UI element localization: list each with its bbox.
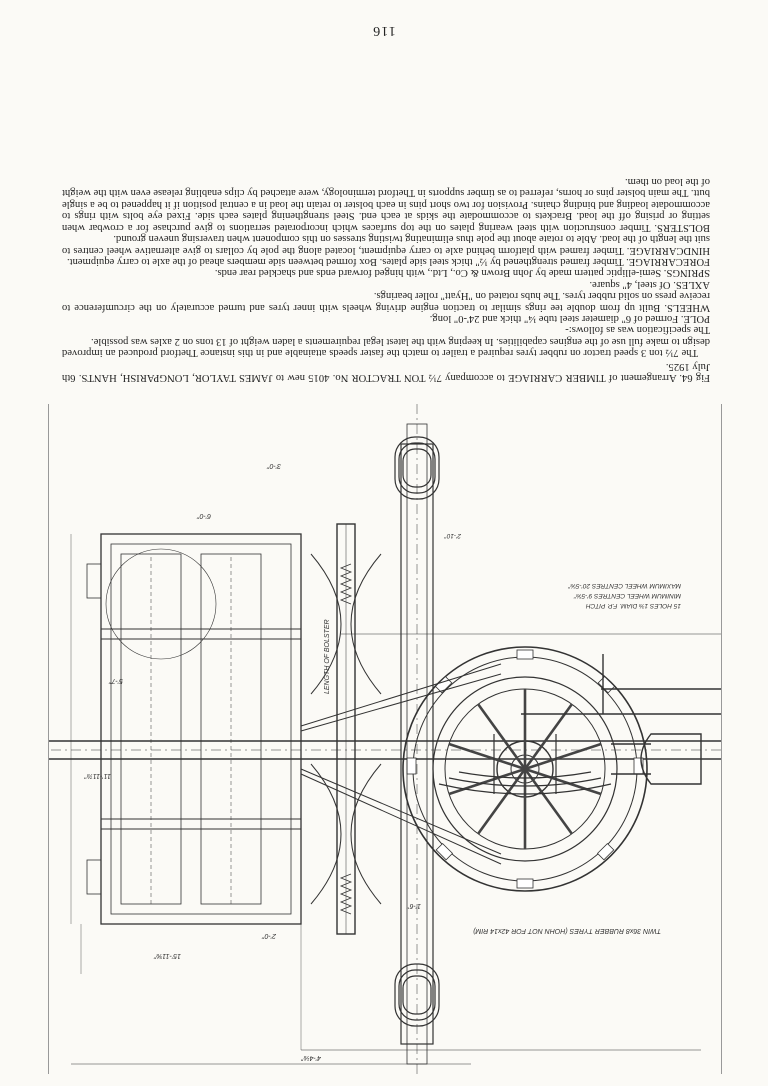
spec-term: HINDCARRIAGE. bbox=[626, 244, 710, 256]
spec-item bbox=[62, 233, 710, 256]
dim-label-6: 6'-0" bbox=[197, 512, 211, 519]
figure-caption: Fig 64. Arrangement of TIMBER CARRIAGE to accompany 7½ TON TRACTOR No. 4015 new to JAMES TAYLOR, LONGPARISH, HANTS. 6th July 1925. bbox=[62, 360, 710, 383]
spec-text: Formed of 6" diameter steel tube ¼" thick and 24'-0" long. bbox=[429, 312, 679, 324]
spec-item bbox=[62, 278, 710, 289]
spec-term: BOLSTERS. bbox=[654, 221, 710, 233]
spec-term: WHEELS. bbox=[664, 301, 710, 313]
dim-label-3: 3'-0" bbox=[267, 462, 281, 469]
tyre-note: TWIN 36x8 RUBBER TYRES (HOHN NOT FOR 42x14 RIM) bbox=[473, 927, 661, 934]
dim-label-15: 15'-11⅝" bbox=[153, 952, 181, 959]
dim-label-11: 11'-11⅞" bbox=[84, 772, 111, 779]
holes-note: 15 HOLES 1⅜ DIAM. F.P. PITCH bbox=[585, 602, 681, 609]
spec-term: AXLES. bbox=[673, 278, 710, 290]
engineering-drawing bbox=[48, 404, 722, 1074]
spec-intro: The specification was as follows:- bbox=[565, 324, 710, 336]
intro-paragraph: The 7½ ton 3 speed tractor on rubber tyres required a trailer to match the faster speeds attainable and in this instance Thetford produced an improved design to make full use of the engines capabilities. In keeping with the latest legal requirements a laden weight of 13 tons on 2 axles was possible. bbox=[62, 335, 710, 359]
spec-item bbox=[62, 256, 710, 267]
spec-term: SPRINGS. bbox=[663, 267, 710, 279]
hindcarriage bbox=[71, 404, 701, 1074]
page-number: 116 bbox=[372, 23, 396, 38]
spec-text: Semi-elliptic pattern made by John Brown & Co., Ltd., with hinged forward ends and shackled rear ends. bbox=[214, 267, 662, 279]
dim-label-4: 4'-4⅛" bbox=[301, 1054, 321, 1061]
spec-text: Timber construction with steel wearing plates on the top surfaces which incorporated serrations to give purchase for a crowbar when setting or prising off the load. Brackets to accommodate the skids at each end. Steel strengthening plates each side. Fixed eye bolts with rings to accommodate loading and binding chains. Provision for two short pins in each bolster to retain the load in a central position if it happened to be a single butt. The main bolster pins or horns, referred to as timber supports in Thetford terminology, were attached by clips enabling release even with the weight of the load on them. bbox=[62, 176, 710, 233]
spec-text: Timber framed with platform behind axle to carry equipment, located along the pole by collars to give alternative wheel centres to suit the length of the load. Able to rotate about the pole thus eliminating twisting stresses on this component when traversing uneven ground. bbox=[62, 233, 710, 256]
min-centres-note: MINIMUM WHEEL CENTRES 9'-5⅝" bbox=[573, 592, 681, 599]
spec-term: POLE. bbox=[680, 312, 710, 324]
dim-label-2a: 2'-10" bbox=[444, 532, 461, 539]
spec-text: Built up from double tee rings similar to traction engine driving wheels with inner tyres and turned accurately on the circumference to receive press on solid rubber tyres. The hubs rotated on "Hyatt" roller bearings. bbox=[62, 290, 710, 313]
max-centres-note: MAXIMUM WHEEL CENTRES 20'-5⅝" bbox=[568, 582, 681, 589]
spec-text: Timber framed strengthened by ½" thick steel side plates. Box formed between side members ahead of the axle to carry equipment. bbox=[66, 255, 624, 267]
spec-text: Of steel, 4" square. bbox=[589, 278, 671, 290]
spec-item bbox=[62, 176, 710, 233]
forecarriage-wheel bbox=[403, 647, 647, 891]
description-text bbox=[62, 176, 710, 383]
dim-label-2: 2'-0" bbox=[262, 932, 276, 939]
bolster-label: LENGTH OF BOLSTER bbox=[324, 619, 331, 694]
spec-term: FORECARRIAGE. bbox=[626, 255, 710, 267]
spec-item bbox=[62, 290, 710, 313]
dim-label-5: 5'-7" bbox=[109, 677, 123, 684]
timber-carriage-plan bbox=[49, 404, 721, 1074]
spec-item bbox=[62, 267, 710, 278]
spec-item bbox=[62, 313, 710, 324]
dim-label-1: 1'-6" bbox=[407, 902, 421, 909]
